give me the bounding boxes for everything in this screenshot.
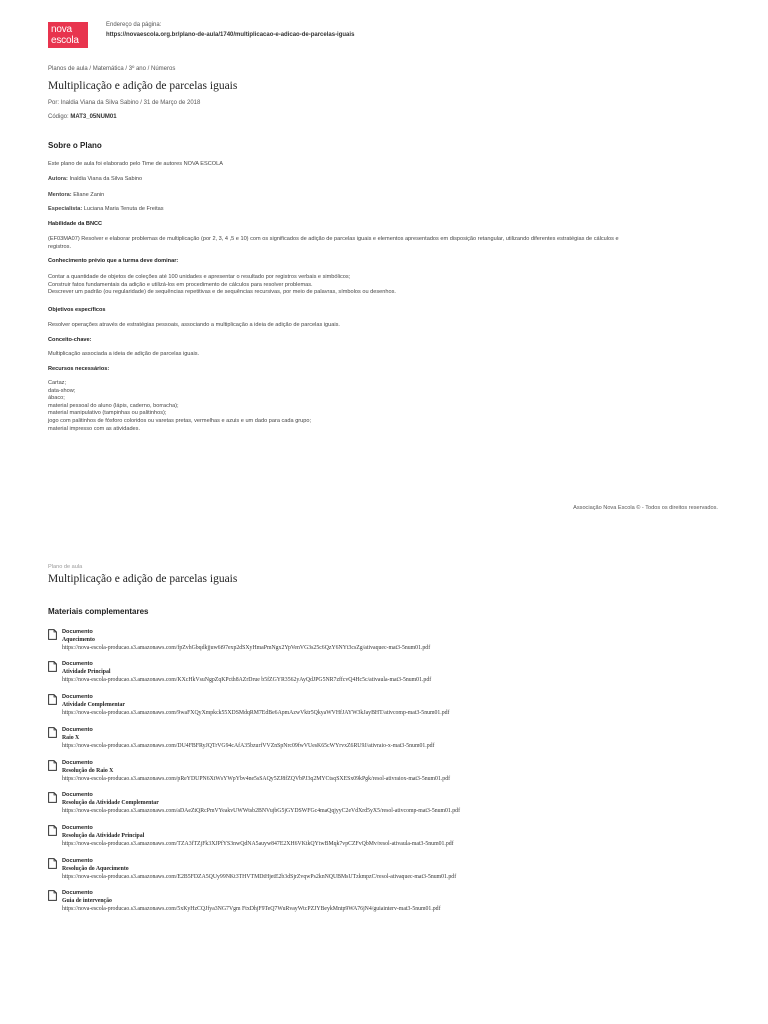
material-link[interactable]: https://nova-escola-producao.s3.amazonaws.com/pReYDUPN6XtWsYWpYbv4ne5sSAQy5ZJ8fZQVbPJ3q2MYCtsqSXESx09kPgk/resol-ativraiox-mat3-5num01.pdf [62, 775, 451, 782]
material-link[interactable]: https://nova-escola-producao.s3.amazonaws.com/DU4FBFRyJQTrVG94cAfA35bzurfVVZnSpNrc09fwVUesK65cWYrvxZ6RU9J/ativraio-x-mat3-5num01.pdf [62, 742, 435, 749]
copyright-footer: Associação Nova Escola © - Todos os direitos reservados. [573, 505, 718, 511]
mentora-value: Eliane Zanin [73, 192, 105, 198]
page-title-2: Multiplicação e adição de parcelas iguais [48, 573, 238, 585]
material-item[interactable] [48, 760, 748, 788]
resource-item: material pessoal do aluno (lápis, caderno, borracha); [48, 402, 179, 409]
bncc-line: (EF03MA07) Resolver e elaborar problemas de multiplicação (por 2, 3, 4 ,5 e 10) com os significados de adição de parcelas iguais e elementos apresentados em disposição retangular, utilizando diferentes estratégias de cálculos e [48, 236, 619, 242]
mentora-line [48, 192, 104, 200]
about-heading: Sobre o Plano [48, 141, 102, 150]
material-link[interactable]: https://nova-escola-producao.s3.amazonaws.com/fpZvhGbqdkjjuw6t97exp2dSXyHmaPmNgx2YpVenVG3s25c6QzY6NYt3csZg/ativaquec-mat3-5num01.pdf [62, 644, 431, 651]
material-type: Documento [62, 661, 93, 667]
material-name: Resolução da Atividade Complementar [62, 799, 159, 806]
logo-line-1: nova [51, 24, 72, 35]
resource-item: data-show; [48, 387, 76, 394]
resource-item: jogo com palitinhos de fósforo coloridos ou varetas pretas, vermelhas e azuis e um dado para cada grupo; [48, 417, 312, 424]
document-icon [48, 890, 57, 901]
material-item[interactable] [48, 792, 748, 820]
material-name: Guia de intervenção [62, 897, 112, 904]
material-name: Aquecimento [62, 636, 95, 643]
material-type: Documento [62, 694, 93, 700]
mentora-label: Mentora: [48, 192, 72, 198]
document-icon [48, 629, 57, 640]
material-item[interactable] [48, 727, 748, 755]
material-link[interactable]: https://nova-escola-producao.s3.amazonaws.com/KXcHkVsuNgpZqKPcth8AZrDrue b5fZGYR3562yAyQdJPG5NR7zffcvQ4Hc5c/ativaula-mat3-5num01.pdf [62, 676, 432, 683]
material-name: Resolução do Raio X [62, 767, 114, 774]
breadcrumb-item[interactable]: Números [150, 66, 176, 72]
prior-knowledge-item: Construir fatos fundamentais da adição e utilizá-los em procedimento de cálculos para resolver problemas. [48, 281, 313, 288]
material-name: Raio X [62, 734, 80, 741]
breadcrumb-item[interactable]: Matemática [92, 66, 124, 72]
material-name: Resolução da Atividade Principal [62, 832, 145, 839]
material-link[interactable]: https://nova-escola-producao.s3.amazonaws.com/aDAeZtQRcPmVYeakvUWWtsb2BNVujbG5jGYDSWFGc4maQqjyyC2eVdXrd5yX5/resol-ativcomp-mat3-5num01.pdf [62, 807, 461, 814]
material-name: Atividade Complementar [62, 701, 125, 708]
concept-text: Multiplicação associada a ideia de adição de parcelas iguais. [48, 351, 200, 357]
resource-item: ábaco; [48, 395, 65, 402]
breadcrumb-item[interactable]: 3º ano [128, 66, 146, 72]
material-type: Documento [62, 825, 93, 831]
material-link[interactable]: https://nova-escola-producao.s3.amazonaws.com/TZA3fTZjFk3XJPfYS3nwQdNA5auyw847E2XH6VKtkQYtwBMqk7vpCZFvQbMv/resol-ativaula-mat3-5num01.pdf [62, 840, 454, 847]
document-icon [48, 825, 57, 836]
material-item[interactable] [48, 661, 748, 689]
page-title: Multiplicação e adição de parcelas iguais [48, 80, 238, 92]
code-line [48, 114, 117, 120]
bncc-line: registros. [48, 243, 72, 250]
prior-knowledge-label: Conhecimento prévio que a turma deve dominar: [48, 258, 179, 264]
breadcrumb-item[interactable]: Planos de aula [48, 66, 88, 72]
especialista-label: Especialista: [48, 206, 83, 212]
material-item[interactable] [48, 890, 748, 918]
author-line: Por: Inaldia Viana da Silva Sabino / 31 de Março de 2018 [48, 100, 201, 106]
breadcrumb: Planos de aula / Matemática / 3º ano / Números [48, 66, 176, 72]
concept-label: Conceito-chave: [48, 337, 92, 343]
logo-line-2: escola [51, 35, 79, 46]
especialista-line [48, 206, 164, 214]
autora-line [48, 176, 142, 184]
material-type: Documento [62, 760, 93, 766]
prior-knowledge-item: Descrever um padrão (ou regularidade) de sequências repetitivas e de sequências recursivas, por meio de palavras, símbolos ou desenhos. [48, 289, 396, 296]
material-type: Documento [62, 727, 93, 733]
bncc-label: Habilidade da BNCC [48, 221, 103, 227]
material-type: Documento [62, 792, 93, 798]
document-icon [48, 792, 57, 803]
document-icon [48, 760, 57, 771]
material-link[interactable]: https://nova-escola-producao.s3.amazonaws.com/5xKyHzCQJfya3NG7Vgm FtxDhjF9TeQ7WuRvayWtcPZJYBeykMntp9WA76jN4/guiainterv-mat3-5num01.pdf [62, 905, 441, 912]
materials-heading: Materiais complementares [48, 607, 149, 616]
code-label: Código: [48, 114, 69, 120]
document-icon [48, 694, 57, 705]
objectives-text: Resolver operações através de estratégias pessoais, associando a multiplicação a ideia de adição de parcelas iguais. [48, 322, 340, 328]
prior-knowledge-item: Contar a quantidade de objetos de coleções até 100 unidades e apresentar o resultado por registros verbais e simbólicos; [48, 274, 351, 280]
resource-item: material impresso com as atividades. [48, 425, 141, 432]
material-name: Atividade Principal [62, 668, 111, 675]
material-link[interactable]: https://nova-escola-producao.s3.amazonaws.com/E2B5FDZA5QUy99NKt3THVTMDtHjetE2b3dSjrZvqwPs2knNQUBMsUTzkmpzC/resol-ativaquec-mat3-5num01.pdf [62, 873, 457, 880]
material-link[interactable]: https://nova-escola-producao.s3.amazonaws.com/9waFXQyXmpkck55XDSMdqRM7EdBe6ApmAzwVktr5QkyaWVHfJAYW3kJayBHT/ativcomp-mat3-5num01.pdf [62, 709, 450, 716]
material-type: Documento [62, 858, 93, 864]
material-name: Resolução do Aquecimento [62, 865, 129, 872]
about-text: Este plano de aula foi elaborado pelo Time de autores NOVA ESCOLA [48, 161, 223, 167]
material-item[interactable] [48, 694, 748, 722]
prior-knowledge-list [48, 274, 396, 297]
material-item[interactable] [48, 825, 748, 853]
document-icon [48, 661, 57, 672]
material-type: Documento [62, 890, 93, 896]
resource-item: Cartaz; [48, 380, 67, 386]
material-type: Documento [62, 629, 93, 635]
especialista-value: Luciana Maria Tenuta de Freitas [83, 206, 164, 212]
objectives-label: Objetivos específicos [48, 307, 106, 313]
material-item[interactable] [48, 858, 748, 886]
address-label: Endereço da página: [106, 22, 162, 28]
resources-label: Recursos necessários: [48, 366, 110, 372]
address-url[interactable]: https://novaescola.org.br/plano-de-aula/1740/multiplicacao-e-adicao-de-parcelas-iguais [106, 32, 355, 38]
nova-escola-logo[interactable] [48, 22, 88, 48]
autora-value: Inaldia Viana da Silva Sabino [69, 176, 143, 182]
page-section-label: Plano de aula [48, 564, 83, 570]
material-item[interactable] [48, 629, 748, 657]
resource-item: material manipulativo (tampinhas ou palitinhos); [48, 410, 167, 417]
autora-label: Autora: [48, 176, 68, 182]
document-icon [48, 727, 57, 738]
document-icon [48, 858, 57, 869]
bncc-text [48, 236, 738, 251]
resources-list [48, 380, 311, 433]
code-value: MAT3_05NUM01 [70, 114, 117, 120]
